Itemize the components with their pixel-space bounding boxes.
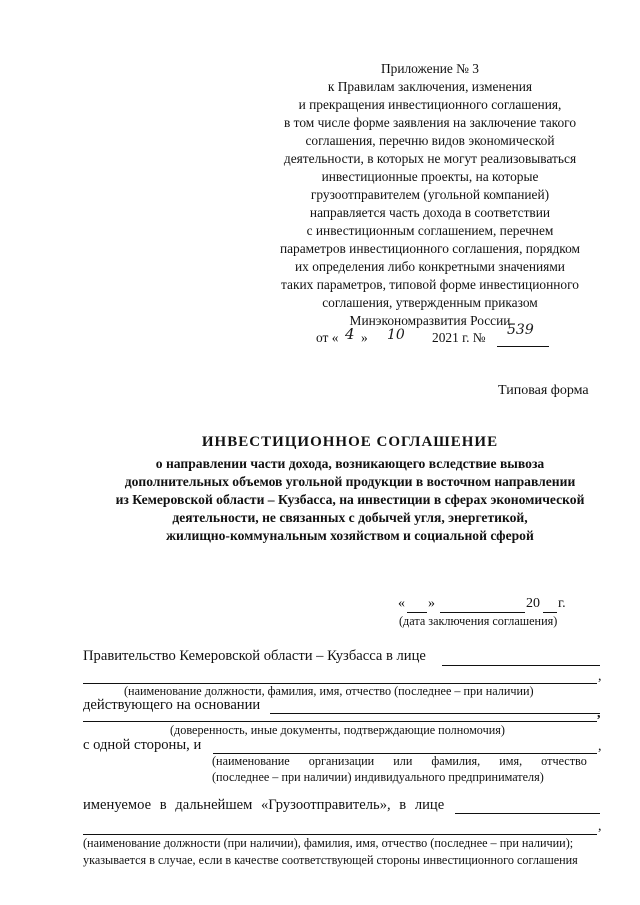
order-date-month: 10 <box>387 327 405 343</box>
appendix-line-1: Приложение № 3 <box>380 61 480 76</box>
agreement-day-blank[interactable] <box>407 612 427 613</box>
agreement-date-caption: (дата заключения соглашения) <box>399 614 558 628</box>
appendix-line-2: к Правилам заключения, изменения <box>327 79 533 94</box>
line-comma-1: , <box>598 669 602 684</box>
organization-caption-1: (наименование организации или фамилия, имя, отчество <box>212 754 587 768</box>
appendix-line-8: грузоотправителем (угольной компанией) <box>310 187 550 202</box>
appendix-line-13: таких параметров, типовой форме инвестиционного <box>281 277 579 292</box>
appendix-line-10: с инвестиционным соглашением, перечнем <box>306 223 554 238</box>
appendix-line-7: инвестиционные проекты, на которые <box>321 169 539 184</box>
appendix-line-4: в том числе форме заявления на заключение такого <box>283 115 577 130</box>
shipper-representative-blank-2[interactable] <box>83 834 597 835</box>
shipper-representative-blank[interactable] <box>455 813 600 814</box>
agreement-year-prefix: 20 <box>526 596 540 611</box>
named-as-text: именуемое в дальнейшем «Грузоотправитель», в лице <box>83 797 445 813</box>
line-comma-2: , <box>597 706 601 721</box>
note-text: указывается в случае, если в качестве соответствующей стороны инвестиционного соглашения <box>83 853 578 867</box>
acting-basis-blank[interactable] <box>270 713 600 714</box>
line-comma-4: , <box>598 819 602 834</box>
appendix-line-12: их определения либо конкретными значениями <box>295 259 565 274</box>
appendix-line-9: направляется часть дохода в соответствии <box>309 205 551 220</box>
appendix-line-14: соглашения, утвержденным приказом <box>322 295 538 310</box>
subtitle-line-5: жилищно-коммунальным хозяйством и социальной сферой <box>166 528 534 543</box>
one-side-text: с одной стороны, и <box>83 737 202 753</box>
order-date-close-quote: » <box>361 330 368 345</box>
documents-caption: (доверенность, иные документы, подтверждающие полномочия) <box>170 723 505 737</box>
order-date-year: 2021 г. № <box>432 330 486 345</box>
agreement-month-blank[interactable] <box>440 612 525 613</box>
appendix-line-3: и прекращения инвестиционного соглашения, <box>298 97 562 112</box>
appendix-line-5: соглашения, перечню видов экономической <box>305 133 555 148</box>
appendix-line-11: параметров инвестиционного соглашения, порядком <box>279 241 581 256</box>
position-caption: (наименование должности, фамилия, имя, отчество (последнее – при наличии) <box>124 684 534 698</box>
subtitle-line-2: дополнительных объемов угольной продукции в восточном направлении <box>124 474 576 489</box>
form-label: Типовая форма <box>498 383 589 398</box>
order-date-prefix: от « <box>316 330 339 345</box>
subtitle-line-3: из Кемеровской области – Кузбасса, на инвестиции в сферах экономической <box>115 492 585 507</box>
appendix-line-15: Минэкономразвития России <box>349 313 511 328</box>
subtitle-line-1: о направлении части дохода, возникающего вследствие вывоза <box>155 456 545 471</box>
organization-caption-2: (последнее – при наличии) индивидуального предпринимателя) <box>212 770 544 784</box>
appendix-line-6: деятельности, в которых не могут реализовываться <box>283 151 577 166</box>
line-comma-3: , <box>598 739 602 754</box>
order-number-underline <box>497 346 549 347</box>
agreement-year-blank[interactable] <box>543 612 557 613</box>
order-date-day: 4 <box>345 325 355 343</box>
title-main: ИНВЕСТИЦИОННОЕ СОГЛАШЕНИЕ <box>201 434 499 450</box>
acting-basis-text: действующего на основании <box>83 697 261 713</box>
government-representative-blank[interactable] <box>442 665 600 666</box>
position-caption-2: (наименование должности (при наличии), фамилия, имя, отчество (последнее – при наличии); <box>83 836 574 850</box>
agreement-date-open-quote: « <box>398 596 405 611</box>
order-number: 539 <box>507 322 534 338</box>
agreement-year-suffix: г. <box>558 596 566 611</box>
agreement-date-close-quote: » <box>428 596 435 611</box>
acting-basis-blank-2[interactable] <box>83 721 597 722</box>
government-text: Правительство Кемеровской области – Кузбасса в лице <box>83 648 426 664</box>
subtitle-line-4: деятельности, не связанных с добычей угля, энергетикой, <box>172 510 528 525</box>
